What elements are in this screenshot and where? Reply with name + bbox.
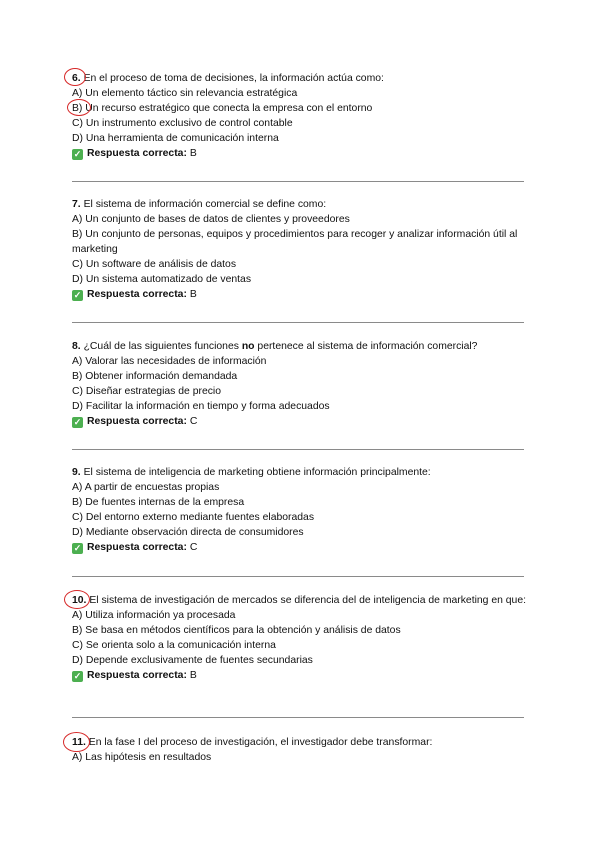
option-c: C) Un software de análisis de datos	[72, 259, 237, 270]
option-a: A) A partir de encuestas propias	[72, 482, 220, 493]
question-stem	[72, 71, 528, 86]
option-d: D) Una herramienta de comunicación interna	[72, 133, 279, 144]
answer-value: C	[189, 542, 198, 553]
question-text-emphasis: no	[241, 341, 255, 352]
answer-label: Respuesta correcta:	[87, 148, 187, 159]
answer-value: C	[189, 416, 198, 427]
option-a: A) Un conjunto de bases de datos de clientes y proveedores	[72, 214, 350, 225]
question-number: 8.	[72, 341, 81, 352]
question-number: 7.	[72, 199, 81, 210]
option-d: D) Depende exclusivamente de fuentes secundarias	[72, 655, 313, 666]
option-b: B) Un conjunto de personas, equipos y procedimientos para recoger y analizar información útil al marketing	[72, 229, 518, 255]
answer-label: Respuesta correcta:	[87, 289, 187, 300]
separator	[72, 322, 524, 323]
question-number: 10.	[72, 595, 87, 606]
correct-answer	[72, 414, 528, 429]
answer-value: B	[189, 148, 197, 159]
question-number: 6.	[72, 73, 81, 84]
question-stem	[72, 339, 528, 354]
question-10	[72, 593, 528, 683]
question-text-pre: ¿Cuál de las siguientes funciones	[83, 341, 242, 352]
option-d: D) Facilitar la información en tiempo y forma adecuados	[72, 401, 330, 412]
question-stem	[72, 465, 528, 480]
question-text: El sistema de inteligencia de marketing obtiene información principalmente:	[83, 467, 431, 478]
option-c: C) Del entorno externo mediante fuentes elaboradas	[72, 512, 315, 523]
question-9	[72, 465, 528, 555]
correct-answer	[72, 540, 528, 555]
question-text: En la fase I del proceso de investigación, el investigador debe transformar:	[88, 737, 433, 748]
check-icon: ✓	[73, 671, 82, 681]
option-a: A) Las hipótesis en resultados	[72, 752, 212, 763]
question-6	[72, 71, 528, 161]
question-text-post: pertenece al sistema de información comercial?	[254, 341, 478, 352]
option-a: A) Utiliza información ya procesada	[72, 610, 236, 621]
check-icon: ✓	[73, 417, 82, 427]
correct-answer	[72, 668, 528, 683]
answer-value: B	[189, 670, 197, 681]
option-b: B) Un recurso estratégico que conecta la empresa con el entorno	[72, 103, 373, 114]
option-b: B) Se basa en métodos científicos para la obtención y análisis de datos	[72, 625, 401, 636]
question-number: 9.	[72, 467, 81, 478]
question-stem	[72, 593, 528, 608]
answer-value: B	[189, 289, 197, 300]
question-text: El sistema de información comercial se define como:	[83, 199, 327, 210]
correct-answer	[72, 146, 528, 161]
option-b: B) Obtener información demandada	[72, 371, 238, 382]
separator	[72, 181, 524, 182]
separator	[72, 449, 524, 450]
option-d: D) Un sistema automatizado de ventas	[72, 274, 252, 285]
question-11	[72, 735, 528, 765]
check-icon: ✓	[73, 543, 82, 553]
question-stem	[72, 197, 528, 212]
separator	[72, 717, 524, 718]
check-icon: ✓	[73, 290, 82, 300]
question-stem	[72, 735, 528, 750]
option-b: B) De fuentes internas de la empresa	[72, 497, 245, 508]
question-8	[72, 339, 528, 429]
separator	[72, 576, 524, 577]
answer-label: Respuesta correcta:	[87, 416, 187, 427]
option-c: C) Un instrumento exclusivo de control contable	[72, 118, 293, 129]
option-c: C) Se orienta solo a la comunicación interna	[72, 640, 276, 651]
correct-answer	[72, 287, 528, 302]
answer-label: Respuesta correcta:	[87, 542, 187, 553]
option-a: A) Valorar las necesidades de información	[72, 356, 267, 367]
option-d: D) Mediante observación directa de consumidores	[72, 527, 304, 538]
option-c: C) Diseñar estrategias de precio	[72, 386, 222, 397]
check-icon: ✓	[73, 149, 82, 159]
question-number: 11.	[72, 737, 86, 748]
question-text: El sistema de investigación de mercados se diferencia del de inteligencia de marketing en que:	[89, 595, 527, 606]
question-7	[72, 197, 528, 302]
option-a: A) Un elemento táctico sin relevancia estratégica	[72, 88, 298, 99]
question-text: En el proceso de toma de decisiones, la información actúa como:	[83, 73, 384, 84]
answer-label: Respuesta correcta:	[87, 670, 187, 681]
